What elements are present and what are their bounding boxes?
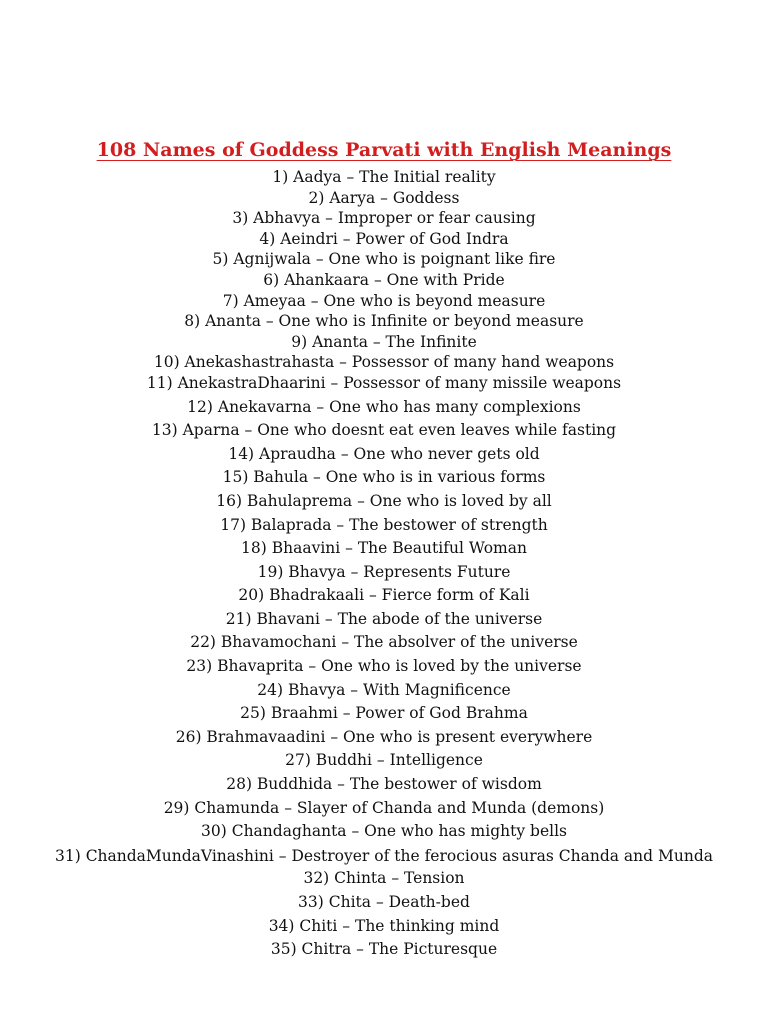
list-item: 16) Bahulaprema – One who is loved by all [216,491,552,510]
list-item: 34) Chiti – The thinking mind [268,916,500,935]
list-item: 33) Chita – Death-bed [298,892,470,911]
list-item: 13) Aparna – One who doesnt eat even leaves while fasting [151,421,617,440]
list-item: 10) Anekashastrahasta – Possessor of many hand weapons [153,353,615,372]
list-item: 22) Bhavamochani – The absolver of the universe [190,633,578,652]
list-item: 25) Braahmi – Power of God Brahma [240,704,528,723]
list-item: 7) Ameyaa – One who is beyond measure [222,291,546,310]
list-item: 3) Abhavya – Improper or fear causing [232,209,536,228]
list-item: 29) Chamunda – Slayer of Chanda and Munda (demons) [163,798,605,817]
list-item: 9) Ananta – The Infinite [291,332,477,351]
page-title: 108 Names of Goddess Parvati with English Meanings [96,138,672,161]
list-item: 17) Balaprada – The bestower of strength [220,515,548,534]
list-item: 11) AnekastraDhaarini – Possessor of many missile weapons [146,373,622,392]
list-item: 24) Bhavya – With Magnificence [257,680,511,699]
list-item: 8) Ananta – One who is Infinite or beyond measure [184,312,584,331]
list-item: 30) Chandaghanta – One who has mighty bells [201,822,567,841]
list-item: 21) Bhavani – The abode of the universe [225,609,543,628]
list-item: 28) Buddhida – The bestower of wisdom [226,775,542,794]
list-item: 26) Brahmavaadini – One who is present everywhere [175,727,593,746]
list-item: 2) Aarya – Goddess [308,188,460,207]
list-item: 32) Chinta – Tension [303,869,465,888]
list-item: 14) Apraudha – One who never gets old [228,444,540,463]
list-item: 27) Buddhi – Intelligence [285,751,483,770]
list-item: 4) Aeindri – Power of God Indra [259,229,509,248]
list-item: 20) Bhadrakaali – Fierce form of Kali [238,586,530,605]
list-item: 12) Anekavarna – One who has many complexions [187,397,581,416]
names-list [0,167,768,960]
list-item: 6) Ahankaara – One with Pride [263,270,505,289]
list-item: 35) Chitra – The Picturesque [270,940,498,959]
list-item: 1) Aadya – The Initial reality [272,168,496,186]
list-item: 19) Bhavya – Represents Future [257,562,511,581]
list-item: 23) Bhavaprita – One who is loved by the universe [186,657,582,676]
list-item: 18) Bhaavini – The Beautiful Woman [241,539,527,558]
list-item: 15) Bahula – One who is in various forms [222,468,546,487]
list-item: 5) Agnijwala – One who is poignant like fire [212,250,556,269]
list-item: 31) ChandaMundaVinashini – Destroyer of the ferocious asuras Chanda and Munda [55,846,713,865]
